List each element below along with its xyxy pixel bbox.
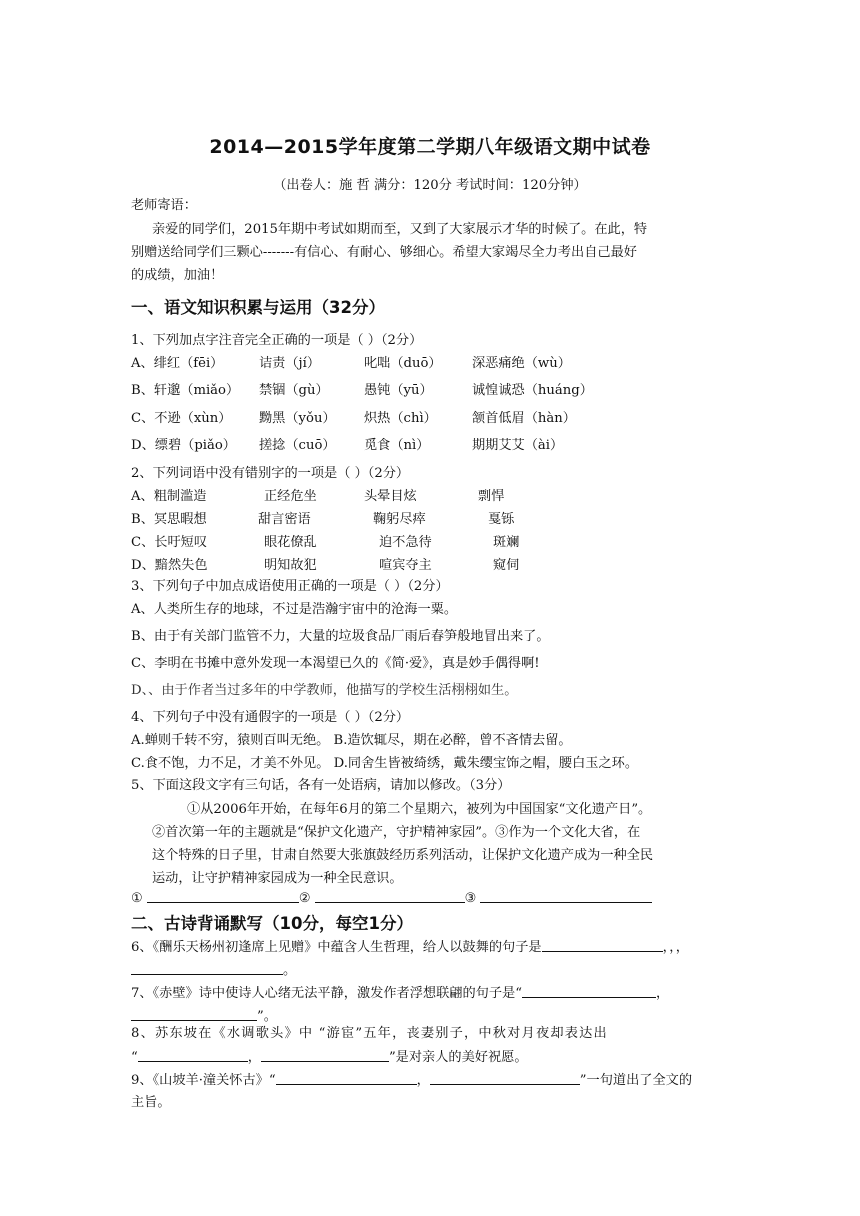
q7-blank-1[interactable] (522, 983, 656, 998)
q5-answer-row (131, 888, 770, 909)
q2-c-3: 迫不急待 (379, 535, 432, 550)
q5-answer-mark-1: ① (131, 891, 143, 906)
greeting-line-3: 的成绩，加油！ (131, 268, 224, 283)
q1-option-a (131, 354, 770, 374)
q1-a-3: 叱咄（duō） (364, 356, 442, 371)
q2-a-2: 正经危坐 (264, 489, 317, 504)
q7-line-1 (131, 983, 770, 1004)
q1-b-1: B、轩邈（miǎo） (131, 383, 240, 398)
greeting-line-1: 亲爱的同学们，2015年期中考试如期而至，又到了大家展示才华的时候了。在此，特 (152, 222, 648, 237)
q5-answer-mark-3: ③ (464, 891, 477, 906)
q3-option-a: A、人类所生存的地球，不过是浩瀚宇宙中的沧海一粟。 (131, 602, 458, 617)
section-1-heading: 一、语文知识积累与运用（32分） (131, 298, 385, 317)
q9-end: ”一句道出了全文的 (579, 1073, 693, 1088)
q3-stem: 3、下列句子中加点成语使用正确的一项是（ ）（2分） (131, 579, 449, 594)
q9-blank-1[interactable] (276, 1070, 417, 1085)
q1-d-2: 搓捻（cuō） (259, 438, 336, 453)
q6-line-2 (131, 960, 770, 981)
q3-option-d: D、、由于作者当过多年的中学教师，他描写的学校生活栩栩如生。 (131, 683, 518, 698)
q1-option-c (131, 409, 770, 429)
q1-b-3: 愚钝（yū） (364, 383, 433, 398)
q2-stem: 2、下列词语中没有错别字的一项是（ ）（2分） (131, 466, 410, 481)
q1-d-3: 觅食（nì） (364, 438, 430, 453)
q3-option-c: C、李明在书摊中意外发现一本渴望已久的《简·爱》，真是妙手偶得啊! (131, 656, 540, 671)
q2-c-4: 斑斓 (493, 535, 520, 550)
q1-c-4: 颔首低眉（hàn） (472, 411, 576, 426)
q2-b-2: 甜言密语 (258, 512, 311, 527)
q5-passage-line-2: ②首次第一年的主题就是“保护文化遗产，守护精神家园”。③作为一个文化大省，在 (152, 825, 641, 840)
q5-passage-line-3: 这个特殊的日子里，甘肃自然要大张旗鼓经历系列活动，让保护文化遗产成为一种全民 (152, 848, 654, 863)
q6-blank-2[interactable] (131, 960, 283, 975)
q2-d-4: 窥伺 (493, 558, 520, 573)
q5-passage-line-4: 运动，让守护精神家园成为一种全民意识。 (152, 871, 403, 886)
q2-option-c (131, 533, 770, 553)
q8-blank-2[interactable] (261, 1047, 389, 1062)
q6-line-1 (131, 937, 770, 958)
q4-options-ab: A.蝉则千转不穷，猿则百叫无绝。 B.造饮辄尽，期在必醉，曾不吝情去留。 (131, 733, 572, 748)
q5-answer-mark-2: ② (298, 891, 311, 906)
q1-b-4: 诚惶诚恐（huáng） (472, 383, 593, 398)
q2-d-2: 明知故犯 (264, 558, 317, 573)
q2-a-3: 头晕目炫 (364, 489, 417, 504)
q2-a-1: A、粗制滥造 (131, 489, 207, 504)
q6-sep: ，，， (662, 940, 689, 955)
q9-blank-2[interactable] (430, 1070, 580, 1085)
q8-blank-1[interactable] (138, 1047, 248, 1062)
q7-text: 7、《赤壁》诗中使诗人心绪无法平静，激发作者浮想联翩的句子是“ (131, 986, 522, 1001)
q3-option-b: B、由于有关部门监管不力，大量的垃圾食品厂雨后春笋般地冒出来了。 (131, 629, 550, 644)
q2-d-3: 喧宾夺主 (379, 558, 432, 573)
q2-a-4: 剽悍 (478, 489, 505, 504)
q6-blank-1[interactable] (542, 937, 663, 952)
q6-end: 。 (283, 963, 297, 978)
q2-option-d (131, 556, 770, 576)
q1-option-d (131, 436, 770, 456)
q1-a-1: A、绯红（fēi） (131, 356, 224, 371)
q1-c-1: C、不逊（xùn） (131, 411, 232, 426)
page-title: 2014—2015学年度第二学期八年级语文期中试卷 (209, 136, 651, 158)
q8-line-1: 8、苏东坡在《水调歌头》中 “游宦”五年，丧妻别子，中秋对月夜却表达出 (131, 1026, 608, 1041)
q2-b-4: 戛铄 (488, 512, 515, 527)
q1-d-4: 期期艾艾（ài） (472, 438, 564, 453)
q7-blank-2[interactable] (131, 1006, 257, 1021)
q2-option-b (131, 510, 770, 530)
q1-c-2: 黝黑（yǒu） (259, 411, 336, 426)
q2-c-1: C、长吁短叹 (131, 535, 208, 550)
q1-stem: 1、下列加点字注音完全正确的一项是（ ）（2分） (131, 333, 423, 348)
greeting-label: 老师寄语： (131, 198, 197, 213)
q2-b-1: B、冥思暇想 (131, 512, 207, 527)
q4-stem: 4、下列句子中没有通假字的一项是（ ）（2分） (131, 710, 410, 725)
q1-a-2: 诘责（jí） (259, 356, 321, 371)
q1-d-1: D、缥碧（piǎo） (131, 438, 236, 453)
q5-answer-blank-3[interactable] (480, 888, 652, 903)
section-2-heading: 二、古诗背诵默写（10分，每空1分） (131, 914, 413, 933)
q9-line-2: 主旨。 (131, 1095, 171, 1110)
q9-text: 9、《山坡羊·潼关怀古》“ (131, 1073, 276, 1088)
q8-line-2 (131, 1047, 770, 1068)
q7-end: ”。 (257, 1009, 277, 1024)
q2-b-3: 鞠躬尽瘁 (373, 512, 426, 527)
exam-info: （出卷人：施 哲 满分：120分 考试时间：120分钟） (273, 178, 587, 193)
q1-b-2: 禁锢（gù） (259, 383, 329, 398)
q2-c-2: 眼花僚乱 (264, 535, 317, 550)
q1-c-3: 炽热（chì） (364, 411, 437, 426)
q8-end: ”是对亲人的美好祝愿。 (388, 1050, 528, 1065)
q8-quote-open: “ (131, 1050, 138, 1065)
q5-answer-blank-1[interactable] (147, 888, 299, 903)
q4-options-cd: C.食不饱，力不足，才美不外见。 D.同舍生皆被绮绣，戴朱缨宝饰之帽，腰白玉之环。 (131, 756, 639, 771)
q6-text: 6、《酬乐天杨州初逢席上见赠》中蕴含人生哲理，给人以鼓舞的句子是 (131, 940, 542, 955)
q1-option-b (131, 381, 770, 401)
q5-answer-blank-2[interactable] (315, 888, 465, 903)
q5-stem: 5、下面这段文字有三句话，各有一处语病，请加以修改。（3分） (131, 778, 511, 793)
q2-d-1: D、黯然失色 (131, 558, 208, 573)
q7-sep: ， (655, 986, 670, 1001)
greeting-line-2: 别赠送给同学们三颗心-------有信心、有耐心、够细心。希望大家竭尽全力考出自己最好 (131, 245, 637, 260)
q1-a-4: 深恶痛绝（wù） (472, 356, 571, 371)
q9-sep: ， (416, 1073, 430, 1088)
q5-passage-line-1: ①从2006年开始，在每年6月的第二个星期六，被列为中国国家“文化遗产日”。 (187, 802, 652, 817)
q8-sep: ， (247, 1050, 261, 1065)
q9-line-1 (131, 1070, 770, 1091)
q2-option-a (131, 487, 770, 507)
